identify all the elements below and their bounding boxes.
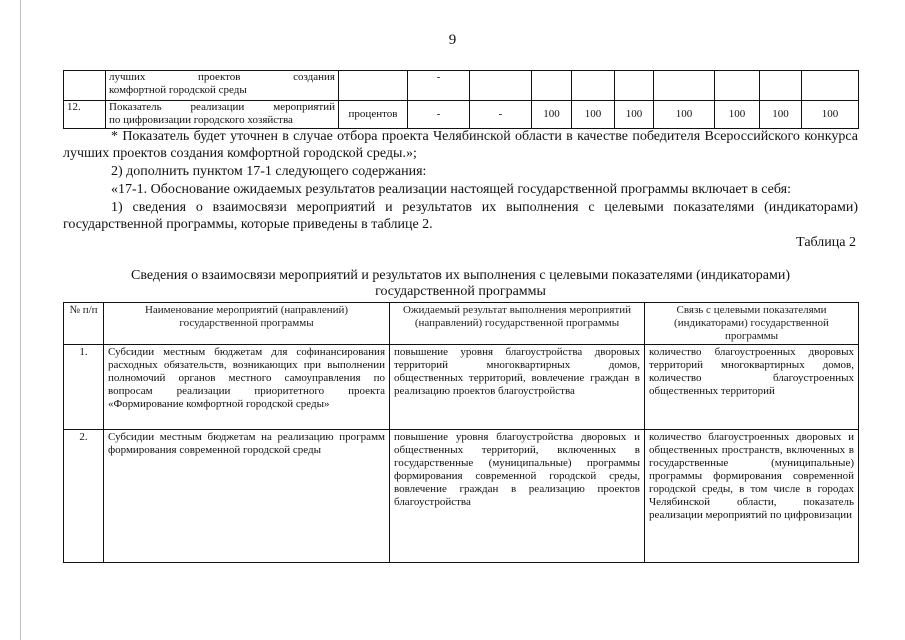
cell-link: количество благоустроенных дворовых территорий многоквартирных домов, количество благоустроенных общественных территорий	[645, 345, 859, 430]
cell-link: количество благоустроенных дворовых и общественных пространств, включенных в государственные (муниципальные) программы формирования современной городской среды, в том числе в городах Челябинской области, показатель реализации мероприятий по цифровизации	[645, 430, 859, 563]
cell-value: 100	[802, 101, 859, 129]
cell-num: 12.	[64, 101, 106, 129]
cell-name-line: лучших проектов создания	[109, 71, 335, 83]
cell-name-line: Показатель реализации мероприятий	[109, 101, 335, 113]
cell-num	[64, 71, 106, 101]
cell-name	[106, 101, 339, 129]
table-row	[64, 101, 859, 129]
cell-value: 100	[572, 101, 615, 129]
cell-result: повышение уровня благоустройства дворовых территорий многоквартирных домов, общественных территорий, вовлечение граждан в реализацию проектов благоустройства	[390, 345, 645, 430]
cell-value	[760, 71, 802, 101]
cell-value	[572, 71, 615, 101]
table-caption: Таблица 2	[796, 235, 856, 250]
cell-value: -	[470, 101, 532, 129]
cell-value	[615, 71, 654, 101]
cell-unit	[339, 71, 408, 101]
table-row	[64, 430, 859, 563]
cell-name-line: по цифровизации городского хозяйства	[109, 114, 293, 126]
cell-name: Субсидии местным бюджетам на реализацию программ формирования современной городской среды	[104, 430, 390, 563]
cell-num: 2.	[64, 430, 104, 563]
cell-value: 100	[760, 101, 802, 129]
table-row	[64, 345, 859, 430]
cell-value: -	[408, 71, 470, 101]
header-result: Ожидаемый результат выполнения мероприятий (направлений) государственной программы	[390, 303, 645, 345]
cell-value: 100	[654, 101, 715, 129]
cell-value	[715, 71, 760, 101]
cell-value: -	[408, 101, 470, 129]
cell-name	[106, 71, 339, 101]
header-num: № п/п	[64, 303, 104, 345]
cell-value	[470, 71, 532, 101]
table-title	[63, 268, 858, 300]
footnote: * Показатель будет уточнен в случае отбора проекта Челябинской области в качестве победителя Всероссийского конкурса лучших проектов создания комфортной городской среды.»;	[63, 129, 858, 161]
page-number: 9	[448, 32, 457, 48]
table-header-row	[64, 303, 859, 345]
cell-name-line: комфортной городской среды	[109, 84, 247, 96]
cell-value	[802, 71, 859, 101]
page-left-border	[20, 0, 21, 640]
cell-value	[654, 71, 715, 101]
cell-value	[532, 71, 572, 101]
relationship-table	[63, 302, 859, 563]
table-title-line: государственной программы	[375, 284, 546, 299]
table-title-line: Сведения о взаимосвязи мероприятий и результатов их выполнения с целевыми показателями (индикаторами)	[130, 268, 790, 283]
table-row	[64, 71, 859, 101]
cell-value: 100	[532, 101, 572, 129]
header-name: Наименование мероприятий (направлений) государственной программы	[104, 303, 390, 345]
header-link: Связь с целевыми показателями (индикаторами) государственной программы	[645, 303, 859, 345]
paragraph-amend: 2) дополнить пунктом 17-1 следующего содержания:	[111, 164, 427, 179]
cell-value: 100	[715, 101, 760, 129]
cell-unit: процентов	[339, 101, 408, 129]
cell-name: Субсидии местным бюджетам для софинансирования расходных обязательств, возникающих при выполнении полномочий органов местного самоуправления по вопросам реализации приоритетного проекта «Формирование комфортной городской среды»	[104, 345, 390, 430]
paragraph-item-1: 1) сведения о взаимосвязи мероприятий и результатов их выполнения с целевыми показателями (индикаторами) государственной программы, которые приведены в таблице 2.	[63, 200, 858, 232]
cell-value: 100	[615, 101, 654, 129]
cell-num: 1.	[64, 345, 104, 430]
indicators-table-continuation	[63, 70, 859, 129]
paragraph-17-1: «17-1. Обоснование ожидаемых результатов реализации настоящей государственной программы включает в себя:	[111, 182, 791, 197]
cell-result: повышение уровня благоустройства дворовых и общественных территорий, включенных в государственные (муниципальные) программы формирования современной городской среды, вовлечение граждан в реализацию проектов благоустройства	[390, 430, 645, 563]
